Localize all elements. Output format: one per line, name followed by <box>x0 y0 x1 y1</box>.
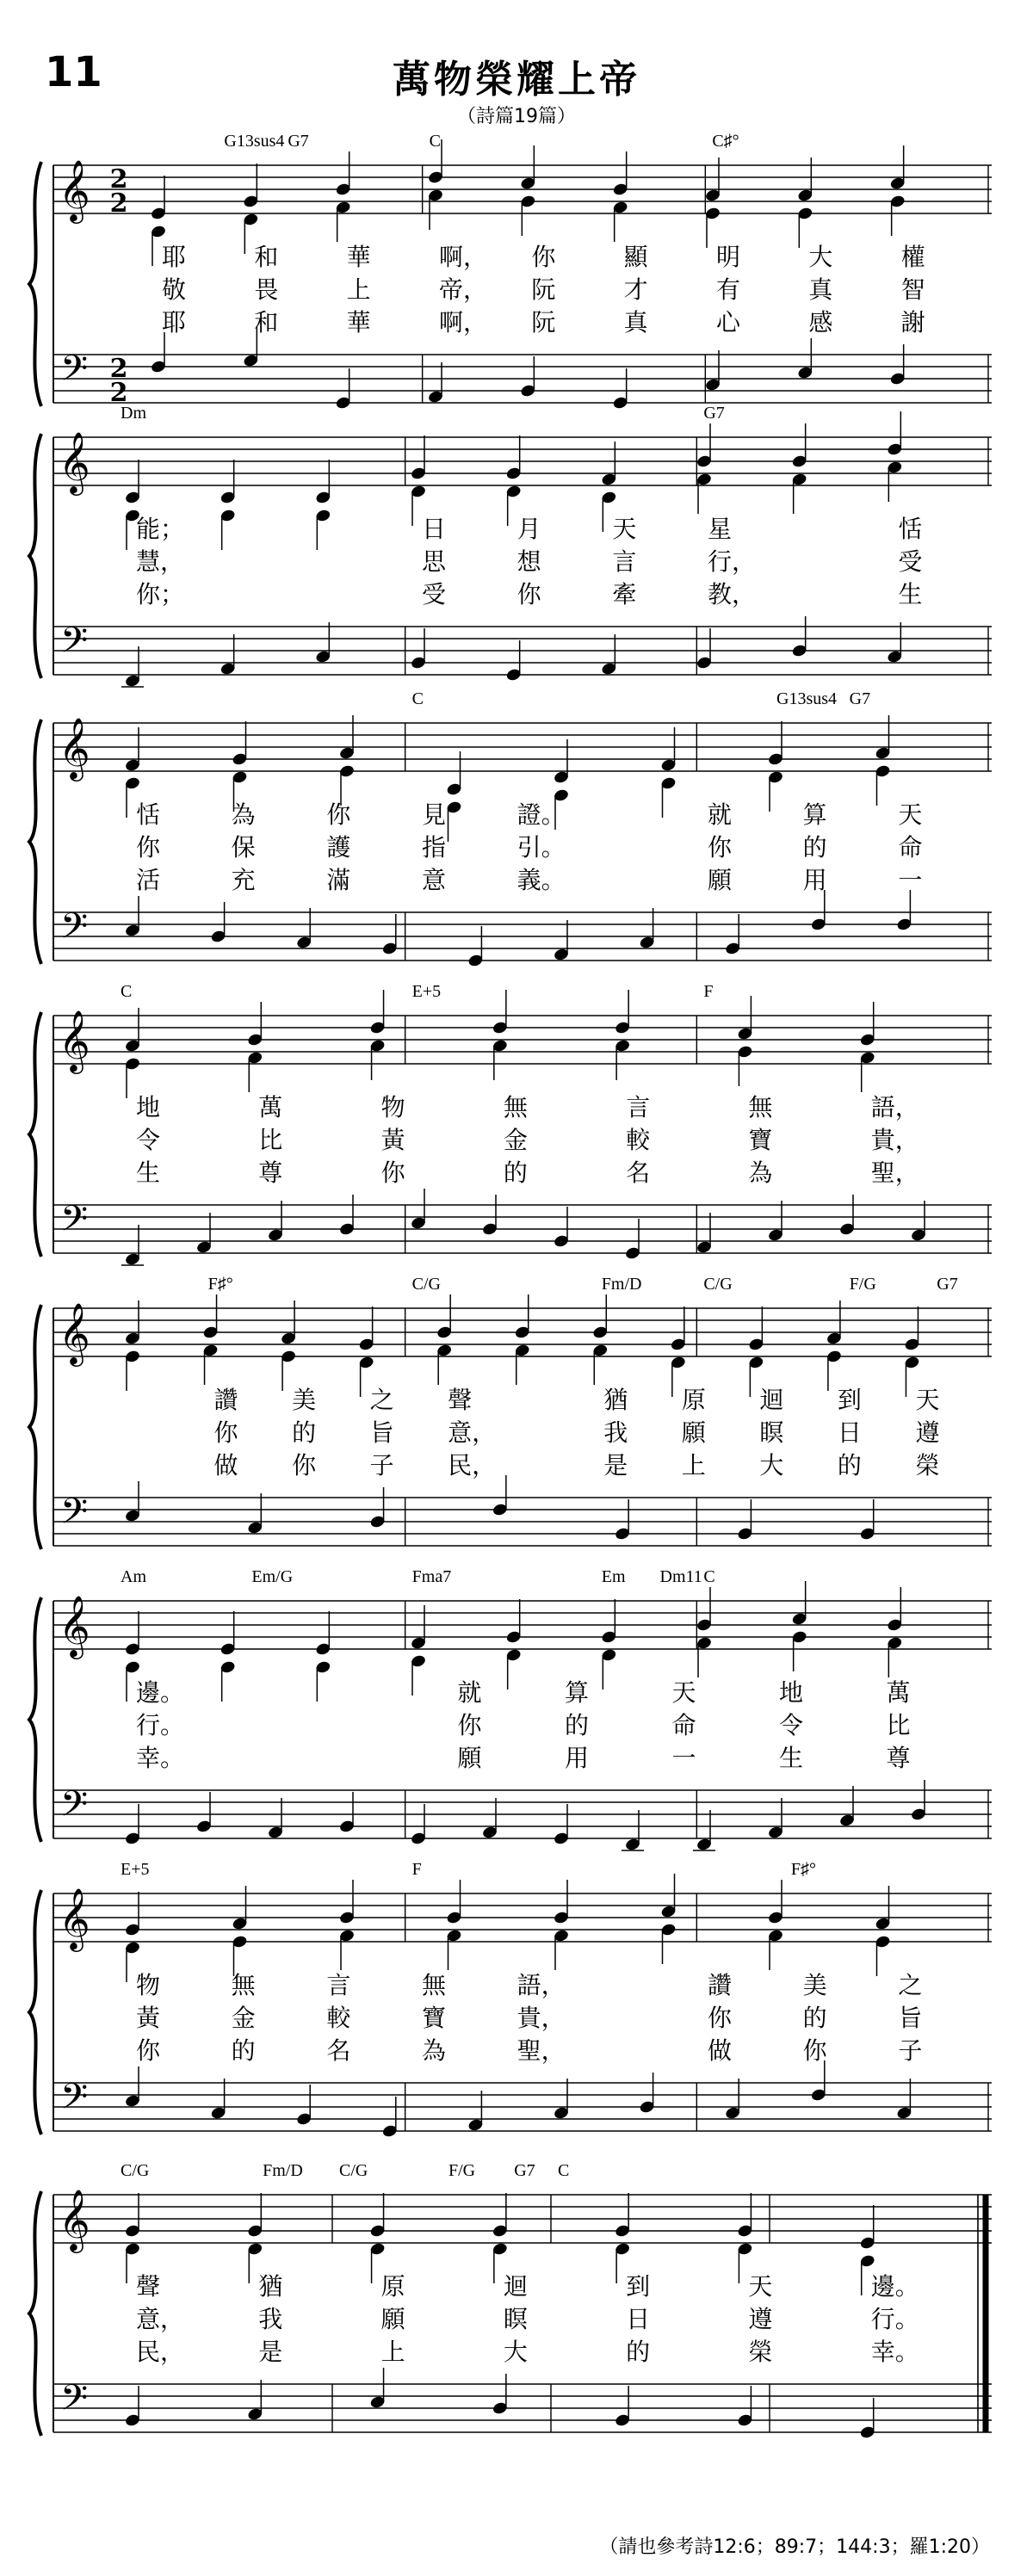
chord-symbol: G7 <box>703 404 725 423</box>
lyric-verse-3: 的 <box>626 2338 651 2366</box>
lyric-verse-1: 天 <box>612 515 637 543</box>
lyric-verse-3: 教， <box>708 580 757 608</box>
lyric-verse-3: 的 <box>231 2036 256 2065</box>
chord-symbol: C/G <box>339 2161 368 2180</box>
lyric-verse-3: 心 <box>716 308 741 337</box>
hymn-title: 萬物榮耀上帝 <box>393 58 640 102</box>
lyric-verse-1: 到 <box>626 2272 651 2301</box>
chord-symbol: G7 <box>937 1275 958 1294</box>
lyric-verse-2: 金 <box>231 2004 256 2032</box>
lyric-verse-3: 一 <box>898 866 923 894</box>
lyric-verse-1: 無 <box>503 1093 528 1121</box>
system-2-brace <box>29 434 41 678</box>
lyric-verse-2: 我 <box>603 1418 628 1447</box>
lyric-verse-1: 華 <box>346 243 371 271</box>
lyric-verse-3: 上 <box>681 1451 706 1480</box>
lyric-verse-2: 遵 <box>915 1418 940 1447</box>
lyric-verse-1: 物 <box>136 1971 161 1999</box>
lyric-verse-1: 顯 <box>623 243 648 271</box>
lyric-verse-1: 讚 <box>213 1386 238 1414</box>
lyric-verse-2: 行， <box>708 547 757 576</box>
chord-symbol: Dm11 <box>659 1567 702 1586</box>
lyric-verse-1: 邊。 <box>136 1678 185 1707</box>
lyric-verse-2: 才 <box>623 275 648 304</box>
lyric-verse-2: 願 <box>380 2305 405 2333</box>
lyric-verse-1: 萬 <box>886 1678 911 1707</box>
lyric-verse-1: 猶 <box>258 2272 283 2301</box>
lyric-verse-3: 耶 <box>162 308 187 337</box>
lyric-verse-3: 的 <box>503 1158 528 1187</box>
lyric-verse-3: 名 <box>326 2036 351 2065</box>
chord-symbol: Dm <box>121 404 146 423</box>
lyric-verse-2: 上 <box>346 275 371 304</box>
chord-symbol: G7 <box>288 132 309 151</box>
lyric-verse-2: 慧， <box>136 547 185 576</box>
lyric-verse-1: 和 <box>254 243 279 271</box>
lyric-verse-1: 迴 <box>759 1386 784 1414</box>
lyric-verse-2: 你 <box>136 833 161 862</box>
chord-symbol: G13sus4 <box>776 689 838 708</box>
lyric-verse-3: 子 <box>369 1451 394 1480</box>
lyric-verse-1: 語， <box>870 1093 919 1121</box>
chord-symbol: E+5 <box>411 982 442 1001</box>
lyric-verse-1: 算 <box>802 800 827 829</box>
lyric-verse-2: 你 <box>708 833 733 862</box>
lyric-verse-3: 你； <box>136 580 185 608</box>
chord-symbol: Fma7 <box>411 1567 452 1586</box>
lyric-verse-3: 滿 <box>326 866 351 894</box>
chord-symbol: C/G <box>121 2161 150 2180</box>
lyric-verse-3: 是 <box>258 2338 283 2366</box>
lyric-verse-1: 言 <box>326 1971 351 1999</box>
lyric-verse-1: 地 <box>136 1093 161 1121</box>
lyric-verse-3: 阮 <box>531 308 556 337</box>
lyric-verse-2: 意， <box>448 1418 497 1447</box>
lyric-verse-2: 智 <box>900 275 925 304</box>
lyric-verse-1: 聲 <box>448 1386 473 1414</box>
lyric-verse-2: 言 <box>612 547 637 576</box>
lyric-verse-1: 聲 <box>136 2272 161 2301</box>
system-8-brace <box>29 2191 41 2436</box>
lyric-verse-2: 的 <box>565 1711 590 1739</box>
lyric-verse-3: 榮 <box>915 1451 940 1480</box>
lyric-verse-3: 謝 <box>900 308 925 337</box>
lyric-verse-3: 為 <box>422 2036 447 2065</box>
lyric-verse-1: 見 <box>422 800 447 829</box>
lyric-verse-1: 語， <box>516 1971 566 1999</box>
system-8-treble-clef-icon: 𝄞 <box>59 2188 90 2251</box>
lyric-verse-2: 帝， <box>439 275 488 304</box>
lyric-verse-3: 生 <box>136 1158 161 1187</box>
lyric-verse-3: 一 <box>671 1744 696 1772</box>
lyric-verse-2: 旨 <box>369 1418 394 1447</box>
lyric-verse-3: 做 <box>213 1451 238 1480</box>
time-signature-bottom: 2 <box>109 378 128 408</box>
lyric-verse-2: 受 <box>898 547 923 576</box>
system-6-brace <box>29 1597 41 1842</box>
lyric-verse-2: 令 <box>779 1711 804 1739</box>
lyric-verse-2: 你 <box>213 1418 238 1447</box>
chord-symbol: C/G <box>703 1275 733 1294</box>
lyric-verse-3: 民， <box>136 2338 185 2366</box>
system-4-brace <box>29 1012 41 1257</box>
lyric-verse-2: 的 <box>292 1418 317 1447</box>
lyric-verse-1: 明 <box>716 243 741 271</box>
lyric-verse-2: 命 <box>671 1711 696 1739</box>
lyric-verse-2: 日 <box>837 1418 862 1447</box>
system-7-brace <box>29 1890 41 2134</box>
lyric-verse-2: 較 <box>326 2004 351 2032</box>
lyric-verse-2: 思 <box>422 547 447 576</box>
chord-symbol: F♯° <box>207 1275 233 1294</box>
lyric-verse-3: 啊， <box>439 308 488 337</box>
chord-symbol: C <box>558 2161 570 2180</box>
chord-symbol: Fm/D <box>263 2161 303 2180</box>
chord-symbol: F <box>703 982 714 1001</box>
lyric-verse-1: 讚 <box>708 1971 733 1999</box>
lyric-verse-1: 你 <box>326 800 351 829</box>
lyric-verse-3: 生 <box>779 1744 804 1772</box>
lyric-verse-3: 你 <box>380 1158 405 1187</box>
lyric-verse-3: 義。 <box>516 866 566 894</box>
lyric-verse-1: 權 <box>900 243 925 271</box>
system-4-treble-clef-icon: 𝄞 <box>59 1009 90 1072</box>
scripture-reference: （請也參考詩12:6；89:7；144:3；羅1:20） <box>599 2536 990 2558</box>
lyric-verse-2: 你 <box>708 2004 733 2032</box>
lyric-verse-2: 令 <box>136 1126 161 1154</box>
lyric-verse-1: 月 <box>516 515 541 543</box>
system-3-bass-clef-icon: 𝄢 <box>60 905 89 955</box>
lyric-verse-2: 想 <box>516 547 541 576</box>
system-4-bass-clef-icon: 𝄢 <box>60 1198 89 1248</box>
lyric-verse-1: 為 <box>231 800 256 829</box>
lyric-verse-1: 迴 <box>503 2272 528 2301</box>
lyric-verse-2: 保 <box>231 833 256 862</box>
lyric-verse-3: 聖， <box>516 2036 566 2065</box>
lyric-verse-1: 天 <box>671 1678 696 1707</box>
lyric-verse-2: 願 <box>681 1418 706 1447</box>
lyric-verse-2: 敬 <box>162 275 187 304</box>
lyric-verse-1: 天 <box>898 800 923 829</box>
system-3-treble-clef-icon: 𝄞 <box>59 716 90 779</box>
hymn-subtitle: （詩篇19篇） <box>457 106 576 127</box>
lyric-verse-3: 華 <box>346 308 371 337</box>
chord-symbol: G7 <box>849 689 871 708</box>
chord-symbol: Em <box>601 1567 626 1586</box>
lyric-verse-3: 真 <box>623 308 648 337</box>
lyric-verse-1: 算 <box>565 1678 590 1707</box>
time-signature-bottom: 2 <box>109 188 128 219</box>
system-1-brace <box>29 162 41 406</box>
lyric-verse-3: 意 <box>422 866 447 894</box>
lyric-verse-3: 的 <box>837 1451 862 1480</box>
lyric-verse-1: 猶 <box>603 1386 628 1414</box>
chord-symbol: F/G <box>849 1275 876 1294</box>
lyric-verse-3: 你 <box>802 2036 827 2065</box>
lyric-verse-2: 你 <box>457 1711 482 1739</box>
lyric-verse-3: 尊 <box>886 1744 911 1772</box>
lyric-verse-2: 比 <box>886 1711 911 1739</box>
system-3-brace <box>29 720 41 964</box>
time-signature-top: 2 <box>109 164 128 195</box>
system-6-bass-clef-icon: 𝄢 <box>60 1783 89 1833</box>
lyric-verse-2: 護 <box>326 833 351 862</box>
time-signature-top: 2 <box>109 354 128 384</box>
lyric-verse-3: 做 <box>708 2036 733 2065</box>
system-5-brace <box>29 1305 41 1549</box>
chord-symbol: Fm/D <box>601 1275 642 1294</box>
lyric-verse-1: 證。 <box>516 800 566 829</box>
lyric-verse-3: 充 <box>231 866 256 894</box>
lyric-verse-1: 原 <box>380 2272 405 2301</box>
chord-symbol: C <box>703 1567 715 1586</box>
lyric-verse-3: 牽 <box>612 580 637 608</box>
lyric-verse-3: 你 <box>136 2036 161 2065</box>
system-8-bass-clef-icon: 𝄢 <box>60 2377 89 2427</box>
lyric-verse-2: 黃 <box>380 1126 405 1154</box>
lyric-verse-1: 大 <box>808 243 833 271</box>
lyric-verse-2: 瞑 <box>759 1418 784 1447</box>
lyric-verse-3: 願 <box>708 866 733 894</box>
chord-symbol: C <box>411 689 424 708</box>
lyric-verse-2: 寶 <box>422 2004 447 2032</box>
lyric-verse-3: 上 <box>380 2338 405 2366</box>
lyric-verse-2: 真 <box>808 275 833 304</box>
lyric-verse-2: 的 <box>802 2004 827 2032</box>
chord-symbol: C <box>121 982 133 1001</box>
lyric-verse-3: 生 <box>898 580 923 608</box>
lyric-verse-2: 貴， <box>870 1126 919 1154</box>
chord-symbol: G7 <box>514 2161 535 2180</box>
lyric-verse-3: 大 <box>759 1451 784 1480</box>
system-1-bass-clef-icon: 𝄢 <box>60 348 89 398</box>
chord-symbol: Am <box>121 1567 146 1586</box>
lyric-verse-2: 的 <box>802 833 827 862</box>
lyric-verse-1: 邊。 <box>870 2272 919 2301</box>
lyric-verse-1: 言 <box>626 1093 651 1121</box>
lyric-verse-3: 你 <box>292 1451 317 1480</box>
lyric-verse-2: 旨 <box>898 2004 923 2032</box>
lyric-verse-2: 行。 <box>870 2305 919 2333</box>
lyric-verse-2: 貴， <box>516 2004 566 2032</box>
lyric-verse-2: 指 <box>422 833 447 862</box>
lyric-verse-3: 子 <box>898 2036 923 2065</box>
lyric-verse-3: 民， <box>448 1451 497 1480</box>
lyric-verse-3: 名 <box>626 1158 651 1187</box>
lyric-verse-1: 天 <box>748 2272 773 2301</box>
lyric-verse-1: 你 <box>531 243 556 271</box>
lyric-verse-3: 為 <box>748 1158 773 1187</box>
lyric-verse-1: 就 <box>708 800 733 829</box>
lyric-verse-3: 你 <box>516 580 541 608</box>
lyric-verse-3: 聖， <box>870 1158 919 1187</box>
lyric-verse-2: 遵 <box>748 2305 773 2333</box>
lyric-verse-1: 耶 <box>162 243 187 271</box>
lyric-verse-3: 大 <box>503 2338 528 2366</box>
lyric-verse-1: 無 <box>422 1971 447 1999</box>
system-5-treble-clef-icon: 𝄞 <box>59 1301 90 1364</box>
lyric-verse-3: 用 <box>802 866 827 894</box>
lyric-verse-3: 幸。 <box>136 1744 185 1772</box>
chord-symbol: F♯° <box>790 1860 817 1879</box>
system-2-bass-clef-icon: 𝄢 <box>60 620 89 670</box>
lyric-verse-2: 畏 <box>254 275 279 304</box>
chord-symbol: Em/G <box>251 1567 294 1586</box>
system-7-treble-clef-icon: 𝄞 <box>59 1887 90 1949</box>
lyric-verse-1: 物 <box>380 1093 405 1121</box>
lyric-verse-2: 寶 <box>748 1126 773 1154</box>
lyric-verse-2: 阮 <box>531 275 556 304</box>
lyric-verse-3: 感 <box>808 308 833 337</box>
chord-symbol: E+5 <box>121 1860 150 1879</box>
chord-symbol: C <box>429 132 442 151</box>
lyric-verse-1: 恬 <box>136 800 161 829</box>
lyric-verse-1: 之 <box>898 1971 923 1999</box>
lyric-verse-1: 啊， <box>439 243 488 271</box>
lyric-verse-1: 原 <box>681 1386 706 1414</box>
system-1-treble-clef-icon: 𝄞 <box>59 158 90 221</box>
lyric-verse-1: 天 <box>915 1386 940 1414</box>
lyric-verse-1: 萬 <box>258 1093 283 1121</box>
lyric-verse-1: 美 <box>802 1971 827 1999</box>
lyric-verse-3: 榮 <box>748 2338 773 2366</box>
system-6-treble-clef-icon: 𝄞 <box>59 1594 90 1657</box>
hymn-number: 11 <box>45 48 102 96</box>
lyric-verse-2: 比 <box>258 1126 283 1154</box>
lyric-verse-1: 就 <box>457 1678 482 1707</box>
lyric-verse-3: 和 <box>254 308 279 337</box>
lyric-verse-3: 幸。 <box>870 2338 919 2366</box>
chord-symbol: C♯° <box>712 132 739 151</box>
chord-symbol: C/G <box>411 1275 442 1294</box>
lyric-verse-2: 有 <box>716 275 741 304</box>
lyric-verse-1: 到 <box>837 1386 862 1414</box>
lyric-verse-2: 意， <box>136 2305 185 2333</box>
lyric-verse-1: 地 <box>779 1678 804 1707</box>
lyric-verse-3: 尊 <box>258 1158 283 1187</box>
system-5-bass-clef-icon: 𝄢 <box>60 1491 89 1541</box>
lyric-verse-3: 用 <box>565 1744 590 1772</box>
lyric-verse-3: 受 <box>422 580 447 608</box>
lyric-verse-1: 之 <box>369 1386 394 1414</box>
lyric-verse-1: 日 <box>422 515 447 543</box>
lyric-verse-2: 金 <box>503 1126 528 1154</box>
lyric-verse-1: 無 <box>231 1971 256 1999</box>
lyric-verse-2: 命 <box>898 833 923 862</box>
lyric-verse-3: 是 <box>603 1451 628 1480</box>
lyric-verse-2: 行。 <box>136 1711 185 1739</box>
lyric-verse-2: 瞑 <box>503 2305 528 2333</box>
lyric-verse-2: 我 <box>258 2305 283 2333</box>
lyric-verse-2: 日 <box>626 2305 651 2333</box>
chord-symbol: G13sus4 <box>224 132 285 151</box>
chord-symbol: F/G <box>448 2161 476 2180</box>
lyric-verse-3: 活 <box>136 866 161 894</box>
lyric-verse-2: 黃 <box>136 2004 161 2032</box>
lyric-verse-2: 引。 <box>516 833 566 862</box>
lyric-verse-1: 恬 <box>898 515 923 543</box>
lyric-verse-1: 無 <box>748 1093 773 1121</box>
lyric-verse-1: 星 <box>708 515 733 543</box>
lyric-verse-1: 能； <box>136 515 185 543</box>
lyric-verse-2: 較 <box>626 1126 651 1154</box>
chord-symbol: F <box>411 1860 422 1879</box>
system-2-treble-clef-icon: 𝄞 <box>59 430 90 493</box>
lyric-verse-1: 美 <box>292 1386 317 1414</box>
system-7-bass-clef-icon: 𝄢 <box>60 2076 89 2126</box>
lyric-verse-3: 願 <box>457 1744 482 1772</box>
